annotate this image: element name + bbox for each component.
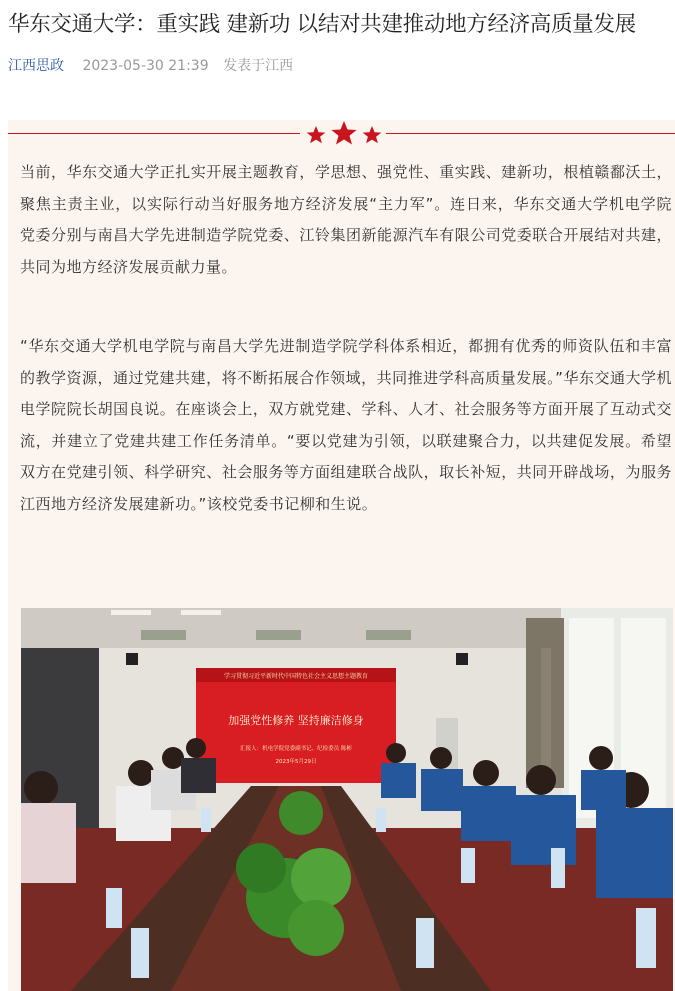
paragraph: 当前，华东交通大学正扎实开展主题教育，学思想、强党性、重实践、建新功，根植赣鄱沃土，聚焦主责主业，以实际行动当好服务地方经济发展“主力军”。连日来，华东交通大学机电学院党委分别与南昌大学先进制造学院党委、江铃集团新能源汽车有限公司党委联合开展结对共建，共同为地方经济发展贡献力量。 [20,163,672,276]
screen-reporter: 汇报人：机电学院党委副书记、纪检委员 陈彬 [240,746,352,752]
meeting-photo [21,608,673,991]
author-link[interactable]: 江西思政 [8,58,64,74]
article-title: 华东交通大学：重实践 建新功 以结对共建推动地方经济高质量发展 [8,12,636,37]
meeting-illustration [21,608,673,991]
article-card [8,120,675,991]
screen-top-text: 学习贯彻习近平新时代中国特色社会主义思想主题教育 [223,673,369,680]
screen-headline: 加强党性修养 坚持廉洁修身 [228,714,364,727]
screen-date: 2023年5月29日 [275,759,317,765]
star-icon [332,121,357,145]
article-meta [8,55,293,77]
divider-line-right [386,133,675,134]
divider-line-left [8,133,300,134]
publish-time: 2023-05-30 21:39 [82,58,209,74]
publish-location: 发表于江西 [223,58,294,74]
star-icon [363,126,382,143]
star-icon [307,126,326,143]
stars-divider [304,120,384,148]
paragraph: “华东交通大学机电学院与南昌大学先进制造学院学科体系相近，都拥有优秀的师资队伍和丰富的教学资源，通过党建共建，将不断拓展合作领域，共同推进学科高质量发展。”华东交通大学机电学院院长胡国良说。在座谈会上，双方就党建、学科、人才、社会服务等方面开展了互动式交流，并建立了党建共建工作任务清单。“要以党建为引领，以联建聚合力，以共建促发展。希望双方在党建引领、科学研究、社会服务等方面组建联合战队，取长补短，共同开辟战场，为服务江西地方经济发展建新功。”该校党委书记柳和生说。 [20,337,672,513]
